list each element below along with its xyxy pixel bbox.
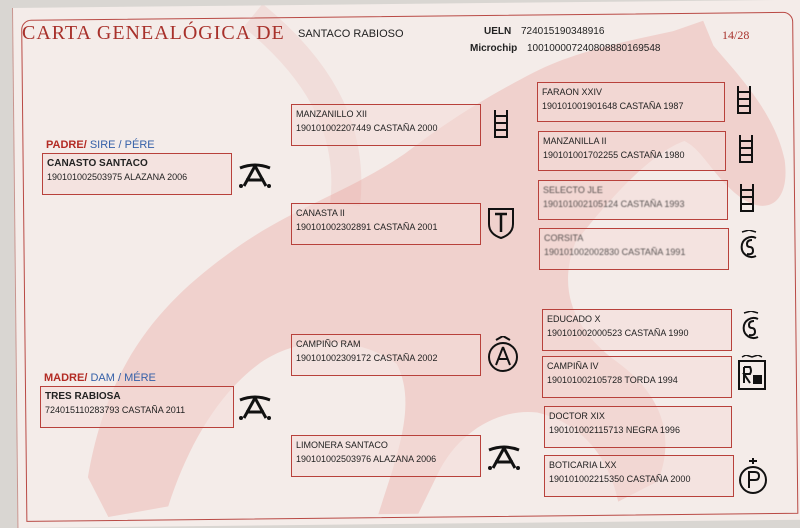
- document-title: CARTA GENEALÓGICA DE: [22, 22, 285, 44]
- great-grandparent-id: 190101002105728 TORDA 1994: [547, 375, 678, 385]
- great-grandparent-name: FARAON XXIV: [542, 87, 603, 97]
- brand-mark-icon: [485, 442, 523, 472]
- great-grandparent-box-2: [538, 131, 726, 171]
- microchip-value: 100100007240808880169548: [527, 43, 661, 54]
- great-grandparent-name: CAMPIÑA IV: [547, 361, 599, 371]
- shield-brand-icon: [486, 206, 516, 240]
- ueln-value: 724015190348916: [521, 26, 605, 37]
- sire-label: [46, 139, 155, 151]
- dam-label: [44, 372, 156, 384]
- cs-brand-icon: [738, 311, 764, 343]
- sire-name: CANASTO SANTACO: [47, 158, 148, 169]
- great-grandparent-name: SELECTO JLE: [543, 185, 603, 195]
- grandparent-id: 190101002302891 CASTAÑA 2001: [296, 222, 438, 232]
- great-grandparent-id: 190101002002830 CASTAÑA 1991: [544, 247, 686, 257]
- grandparent-id: 190101002503976 ALAZANA 2006: [296, 454, 437, 464]
- ladder-brand-icon: [736, 133, 756, 165]
- great-grandparent-box-1: [537, 82, 725, 122]
- great-grandparent-id: 190101001901648 CASTAÑA 1987: [542, 101, 684, 111]
- great-grandparent-box-7: [544, 406, 732, 448]
- ladder-brand-icon: [737, 182, 757, 214]
- grandparent-name: CANASTA II: [296, 208, 345, 218]
- dam-id: 724015110283793 CASTAÑA 2011: [45, 405, 186, 415]
- great-grandparent-name: MANZANILLA II: [543, 136, 607, 146]
- page-number: 14/28: [722, 28, 750, 42]
- grandparent-id: 190101002207449 CASTAÑA 2000: [296, 123, 438, 133]
- sire-id: 190101002503975 ALAZANA 2006: [47, 172, 188, 182]
- horse-name: SANTACO RABIOSO: [298, 28, 404, 40]
- grandparent-box-2: [291, 203, 481, 245]
- great-grandparent-box-3: [538, 180, 728, 220]
- great-grandparent-id: 190101002115713 NEGRA 1996: [549, 425, 680, 435]
- rp-brand-icon: [736, 355, 768, 391]
- great-grandparent-id: 190101002000523 CASTAÑA 1990: [547, 328, 689, 338]
- grandparent-name: MANZANILLO XII: [296, 109, 368, 119]
- great-grandparent-box-6: [542, 356, 732, 398]
- great-grandparent-box-5: [542, 309, 732, 351]
- microchip-label: Microchip: [470, 43, 518, 54]
- ladder-brand-icon: [734, 84, 754, 116]
- ladder-brand-icon: [491, 108, 511, 140]
- grandparent-box-4: [291, 435, 481, 477]
- grandparent-box-3: [291, 334, 481, 376]
- grandparent-box-1: [291, 104, 481, 146]
- grandparent-name: LIMONERA SANTACO: [296, 440, 388, 450]
- great-grandparent-id: 190101002105124 CASTAÑA 1993: [543, 199, 685, 209]
- brand-mark-icon: [236, 160, 274, 190]
- great-grandparent-id: 190101002215350 CASTAÑA 2000: [549, 474, 691, 484]
- dam-name: TRES RABIOSA: [45, 391, 121, 402]
- grandparent-name: CAMPIÑO RAM: [296, 339, 361, 349]
- dam-label-es: MADRE/: [44, 372, 88, 384]
- dam-box: [40, 386, 234, 428]
- sire-label-en: SIRE / PÉRE: [89, 139, 155, 151]
- sire-label-es: PADRE/: [46, 139, 87, 151]
- brand-mark-icon: [236, 392, 274, 422]
- great-grandparent-name: BOTICARIA LXX: [549, 460, 617, 470]
- great-grandparent-name: CORSITA: [544, 233, 584, 243]
- ueln-label: UELN: [484, 26, 512, 37]
- great-grandparent-box-4: [539, 228, 729, 270]
- p-circle-brand-icon: [737, 458, 769, 496]
- great-grandparent-box-8: [544, 455, 734, 497]
- great-grandparent-name: EDUCADO X: [547, 314, 601, 324]
- great-grandparent-id: 190101001702255 CASTAÑA 1980: [543, 150, 685, 160]
- dam-label-en: DAM / MÉRE: [90, 372, 156, 384]
- great-grandparent-name: DOCTOR XIX: [549, 411, 605, 421]
- grandparent-id: 190101002309172 CASTAÑA 2002: [296, 353, 438, 363]
- circle-a-brand-icon: [486, 336, 520, 374]
- sire-box: [42, 153, 232, 195]
- cs-brand-icon: [736, 230, 762, 262]
